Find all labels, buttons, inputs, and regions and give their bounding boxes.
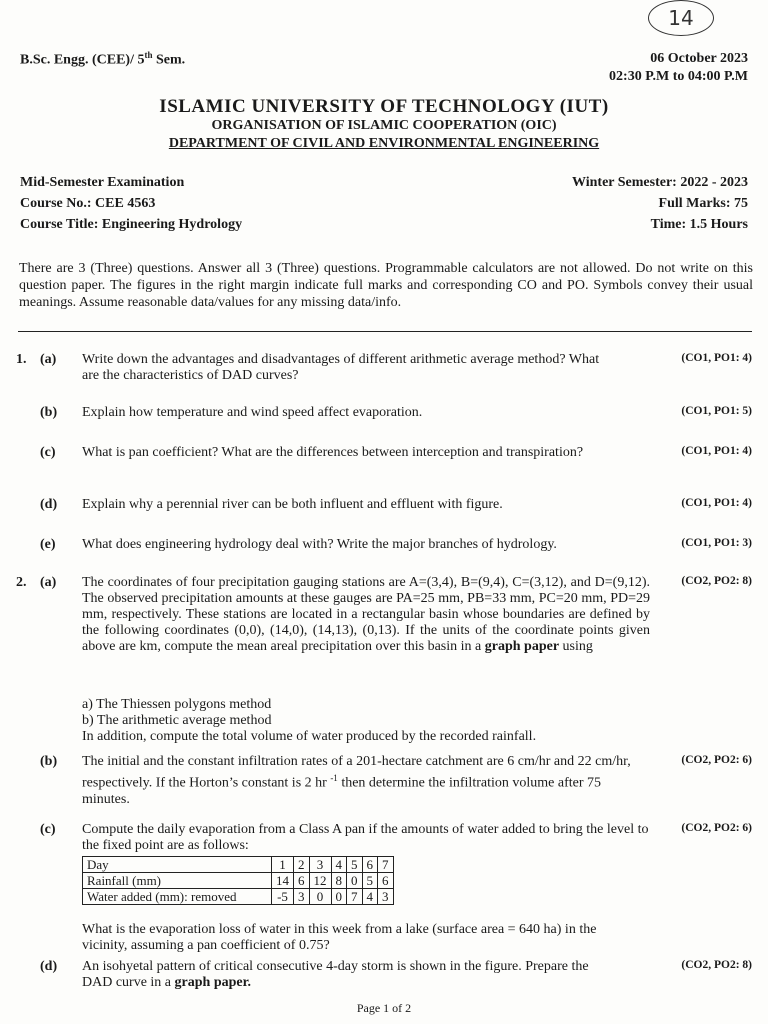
table-cell: 3 [294, 889, 310, 905]
question-followup: What is the evaporation loss of water in this week from a lake (surface area = 640 ha) in the vicinity, assuming a pan coefficient of 0.75? [82, 922, 597, 953]
question-text: Explain how temperature and wind speed affect evaporation. [82, 405, 423, 420]
table-cell: 7 [378, 857, 394, 873]
question-body-end: using [562, 639, 593, 654]
table-row [83, 889, 394, 905]
marks-label: (CO2, PO2: 6) [681, 754, 752, 766]
table-cell: 12 [309, 873, 331, 889]
table-cell: 8 [331, 873, 347, 889]
table-cell: 14 [272, 873, 294, 889]
question-body: An isohyetal pattern of critical consecutive 4-day storm is shown in the figure. Prepare the DAD curve in a [82, 959, 589, 990]
exam-meta-right [572, 172, 748, 235]
marks-label: (CO1, PO1: 3) [681, 537, 752, 549]
semester: Winter Semester: 2022 - 2023 [572, 175, 748, 190]
divider [18, 331, 752, 332]
table-cell: 0 [331, 889, 347, 905]
instructions: There are 3 (Three) questions. Answer all 3 (Three) questions. Programmable calculators are not allowed. Do not write on this question paper. The figures in the right margin indicate full marks and corresponding CO and PO. Symbols convey their usual meanings. Assume reasonable data/values for any missing data/info. [19, 261, 753, 310]
question-extra: In addition, compute the total volume of water produced by the recorded rainfall. [82, 729, 537, 744]
university-name: ISLAMIC UNIVERSITY OF TECHNOLOGY (IUT) [159, 96, 609, 117]
table-cell: -5 [272, 889, 294, 905]
organisation-name: ORGANISATION OF ISLAMIC COOPERATION (OIC) [211, 118, 557, 133]
marks-label: (CO2, PO2: 8) [681, 959, 752, 971]
table-cell: 6 [294, 873, 310, 889]
part-label: (a) [40, 352, 57, 367]
full-marks: Full Marks: 75 [658, 196, 748, 211]
exam-datetime [609, 50, 748, 86]
question-text: Compute the daily evaporation from a Class A pan if the amounts of water added to bring the level to the fixed point are as follows: [82, 822, 649, 853]
emphasis: graph paper [484, 639, 560, 654]
table-cell: 6 [362, 857, 378, 873]
marks-label: (CO1, PO1: 4) [681, 445, 752, 457]
question-text: Explain why a perennial river can be both influent and effluent with figure. [82, 497, 503, 512]
marks-label: (CO2, PO2: 6) [681, 822, 752, 834]
program-label: B.Sc. Engg. (CEE)/ 5th Sem. [20, 50, 186, 68]
option-thiessen: a) The Thiessen polygons method [82, 697, 272, 712]
course-number: Course No.: CEE 4563 [20, 196, 156, 211]
question-number: 2. [16, 575, 27, 590]
part-label: (e) [40, 537, 56, 552]
table-cell: 4 [362, 889, 378, 905]
question-number: 1. [16, 352, 27, 367]
question-text: Write down the advantages and disadvantages of different arithmetic average method? What are the characteristics of DAD curves? [82, 352, 600, 383]
table-cell: 7 [347, 889, 363, 905]
emphasis: graph paper. [174, 975, 252, 990]
part-label: (b) [40, 405, 58, 420]
superscript: -1 [330, 773, 338, 783]
part-label: (b) [40, 754, 58, 769]
table-cell: Water added (mm): removed [83, 889, 272, 905]
marks-label: (CO1, PO1: 5) [681, 405, 752, 417]
question-body: The coordinates of four precipitation gauging stations are A=(3,4), B=(9,4), C=(3,12), and D=(9,12). The observed precipitation amounts at these gauges are PA=25 mm, PB=33 mm, PC=20 mm, PD=29 mm, respectively. These stations are located in a rectangular basin whose boundaries are defined by the following coordinates (0,0), (14,0), (14,13), (0,13). If the units of the coordinate points given above are km, compute the mean areal precipitation over this basin in a [82, 575, 650, 654]
part-label: (a) [40, 575, 57, 590]
table-cell: 1 [272, 857, 294, 873]
table-cell: 0 [347, 873, 363, 889]
exam-meta-left [20, 172, 242, 235]
page-number-tag: 14 [648, 0, 714, 36]
question-body: The initial and the constant infiltration rates of a 201-hectare catchment are 6 cm/hr and 22 cm/hr, respectively. If the Horton’s constant is 2 hr [82, 754, 631, 791]
table-cell: 5 [347, 857, 363, 873]
option-arithmetic: b) The arithmetic average method [82, 713, 272, 728]
table-cell: Rainfall (mm) [83, 873, 272, 889]
exam-time: 02:30 P.M to 04:00 P.M [609, 69, 748, 84]
part-label: (d) [40, 497, 58, 512]
table-cell: 0 [309, 889, 331, 905]
exam-duration: Time: 1.5 Hours [650, 217, 748, 232]
question-text [82, 754, 650, 808]
marks-label: (CO1, PO1: 4) [681, 352, 752, 364]
table-cell: 3 [309, 857, 331, 873]
course-title: Course Title: Engineering Hydrology [20, 217, 243, 232]
department-name: DEPARTMENT OF CIVIL AND ENVIRONMENTAL ENGINEERING [168, 136, 600, 151]
page-footer: Page 1 of 2 [356, 1001, 412, 1015]
table-row [83, 873, 394, 889]
table-cell: Day [83, 857, 272, 873]
marks-label: (CO1, PO1: 4) [681, 497, 752, 509]
exam-date: 06 October 2023 [650, 51, 748, 66]
exam-type: Mid-Semester Examination [20, 175, 185, 190]
question-text [82, 575, 650, 655]
question-text: What is pan coefficient? What are the differences between interception and transpiration? [82, 445, 584, 460]
table-cell: 5 [362, 873, 378, 889]
table-cell: 4 [331, 857, 347, 873]
part-label: (c) [40, 445, 56, 460]
question-text [82, 959, 622, 991]
table-cell: 2 [294, 857, 310, 873]
evaporation-table [82, 856, 394, 905]
part-label: (d) [40, 959, 58, 974]
question-body-end: then determine the infiltration volume after 75 minutes. [82, 775, 602, 807]
table-cell: 3 [378, 889, 394, 905]
part-label: (c) [40, 822, 56, 837]
marks-label: (CO2, PO2: 8) [681, 575, 752, 587]
question-text: What does engineering hydrology deal with? Write the major branches of hydrology. [82, 537, 557, 552]
table-cell: 6 [378, 873, 394, 889]
table-row [83, 857, 394, 873]
question-options [82, 697, 650, 745]
